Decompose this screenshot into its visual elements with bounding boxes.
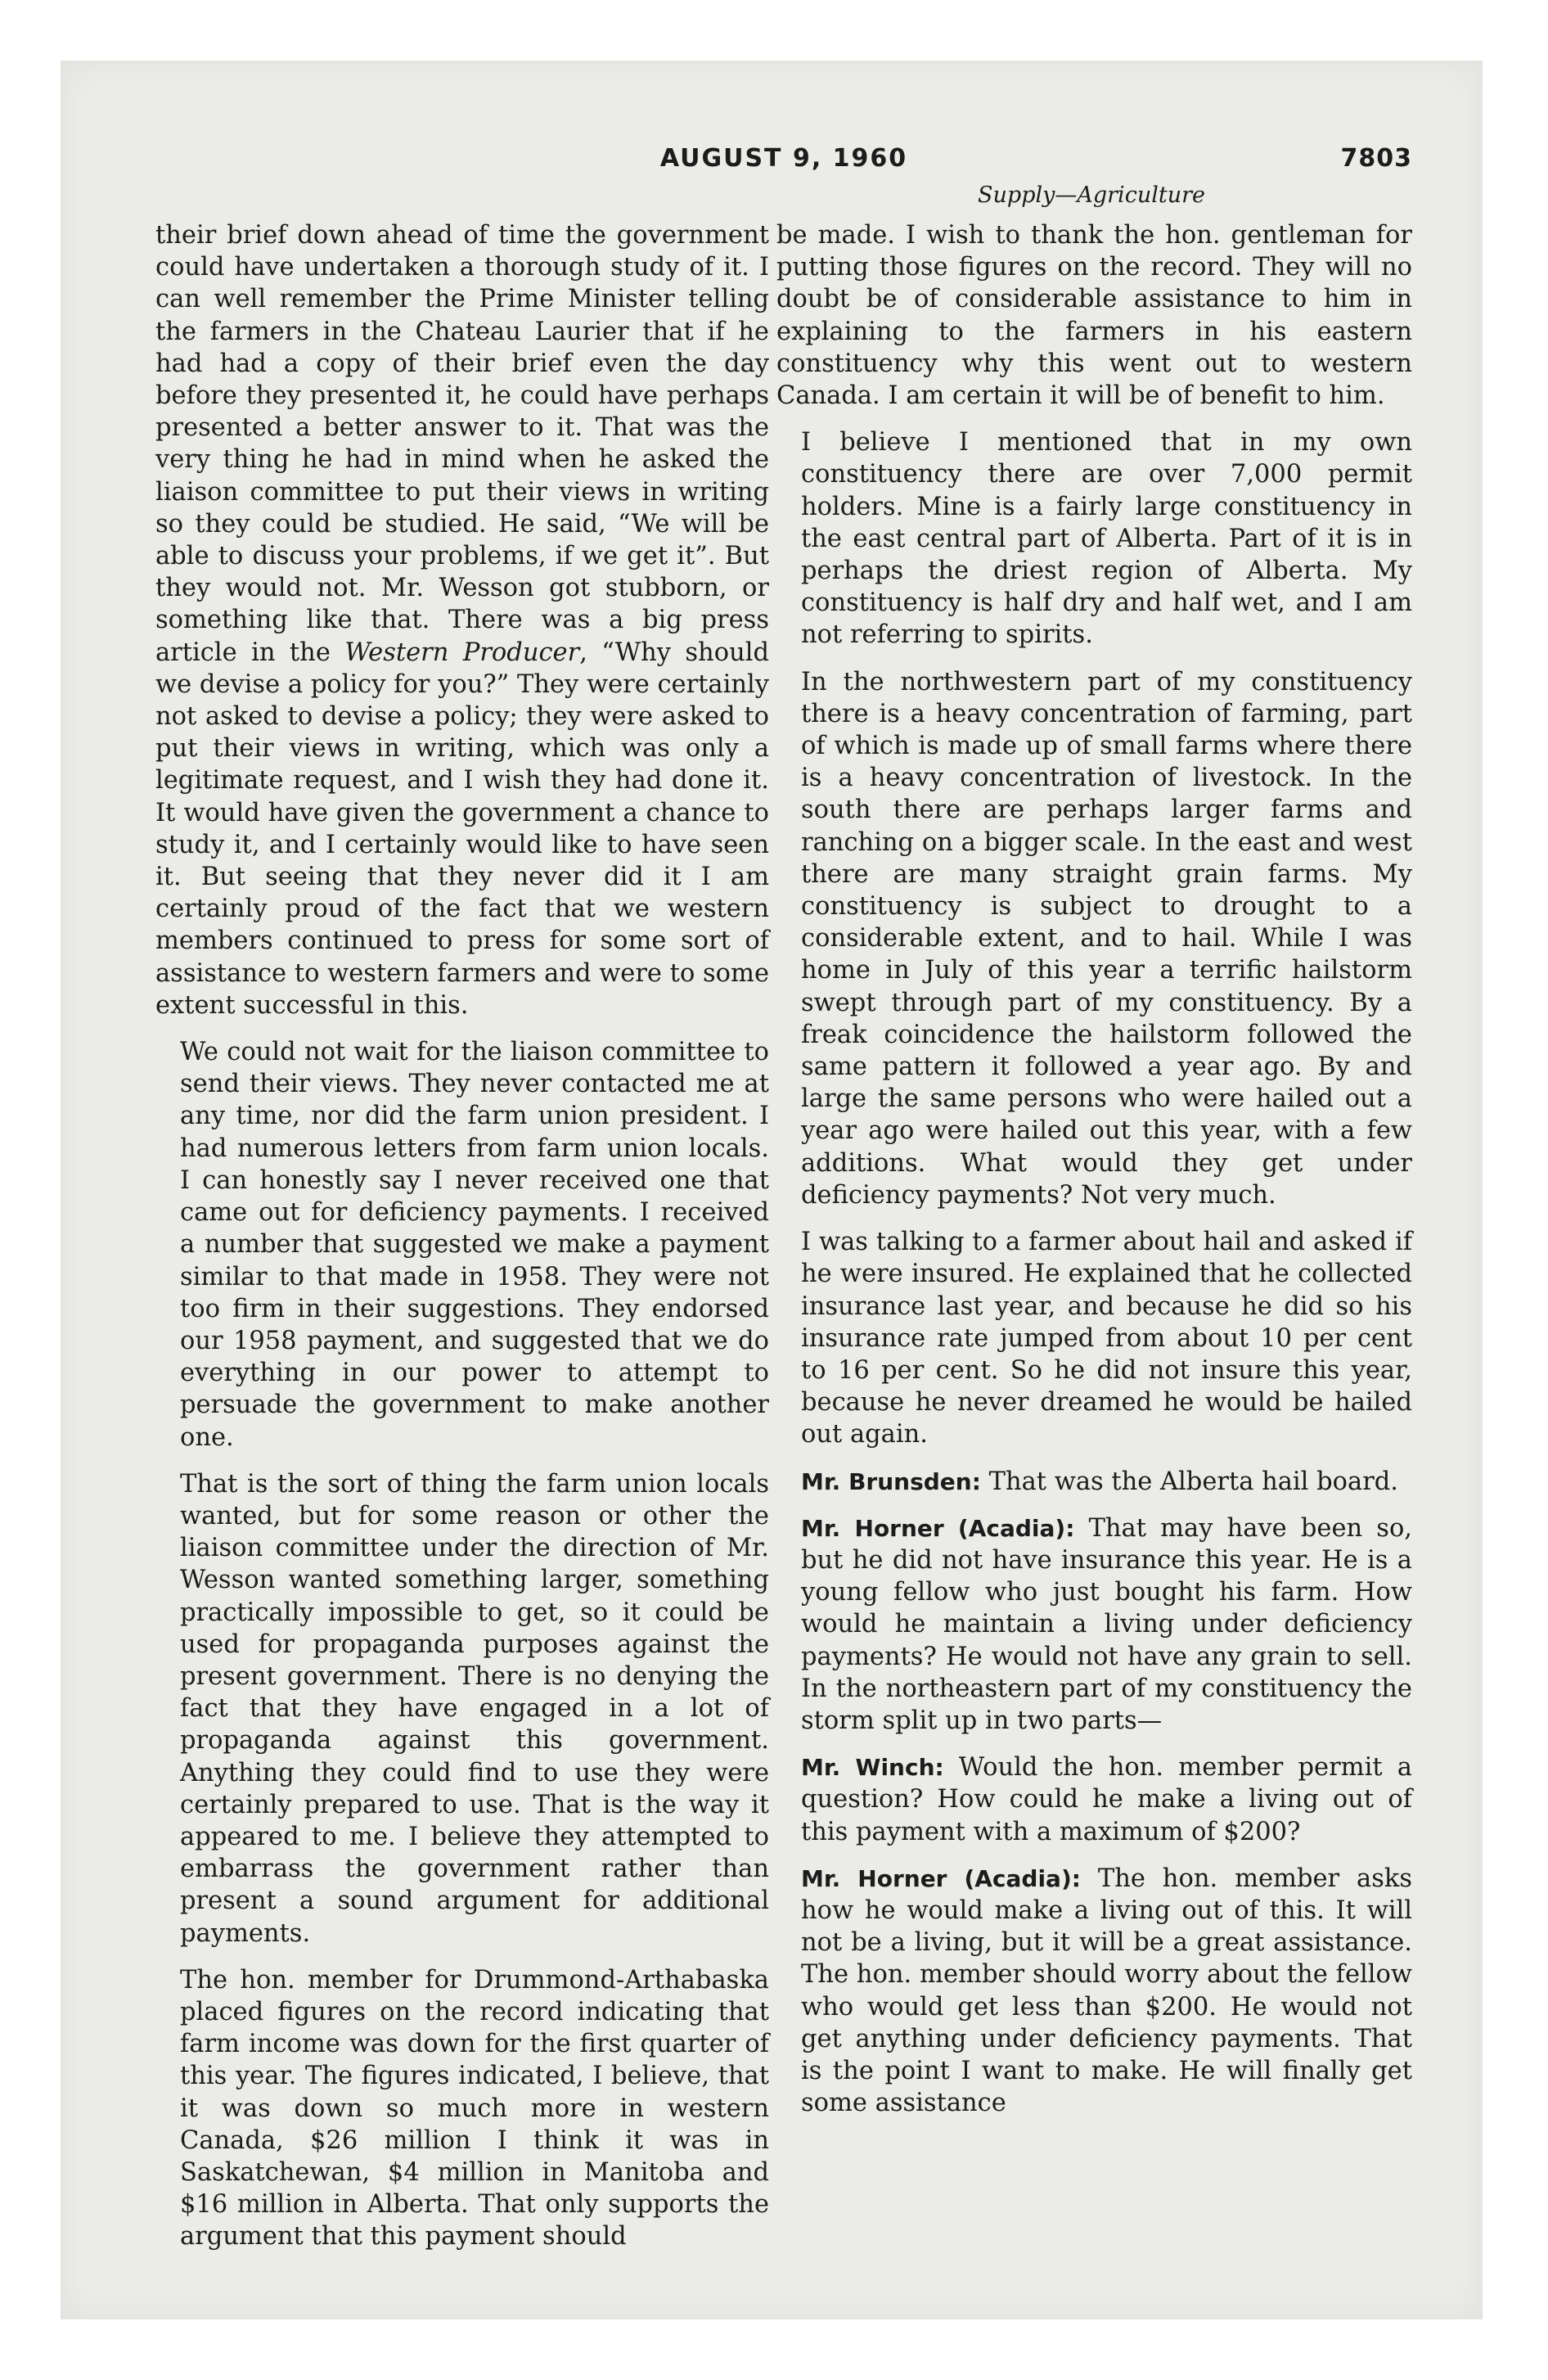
page-number: 7803 bbox=[1340, 144, 1412, 173]
paragraph: We could not wait for the liaison committee to send their views. They never contacted me at any time, nor did the farm union president. I had numerous letters from farm union locals. I can honestly say I never received one that came out for deficiency payments. I received a number that suggested we make a payment similar to that made in 1958. They were not too firm in their suggestions. They endorsed our 1958 payment, and suggested that we do everything in our power to attempt to persuade the government to make another one. bbox=[180, 1038, 769, 1452]
page-date: AUGUST 9, 1960 bbox=[659, 144, 908, 173]
hansard-page bbox=[155, 144, 1412, 2256]
speaker-name: Mr. Horner (Acadia): bbox=[801, 1514, 1075, 1542]
left-column bbox=[155, 219, 769, 2253]
paragraph: That is the sort of thing the farm union locals wanted, but for some reason or other the liaison committee under the direction of Mr. Wesson wanted something larger, something practically impossible to get, so it could be used for propaganda purposes against the present government. There is no denying the fact that they have engaged in a lot of propaganda against this government. Anything they could find to use they were certainly prepared to use. That is the way it appeared to me. I believe they attempted to embarrass the government rather than present a sound argument for additional payments. bbox=[180, 1469, 769, 1948]
paragraph: be made. I wish to thank the hon. gentleman for putting those figures on the record. They will no doubt be of considerable assistance to him in explaining to the farmers in his eastern constituency why this went out to western Canada. I am certain it will be of benefit to him. bbox=[776, 221, 1412, 411]
right-column bbox=[776, 219, 1412, 2119]
paragraph: I believe I mentioned that in my own constituency there are over 7,000 permit holders. Mine is a fairly large constituency in the east central part of Alberta. Part of it is in perhaps the driest region of Alberta. My constituency is half dry and half wet, and I am not referring to spirits. bbox=[801, 428, 1412, 650]
speaker-name: Mr. Brunsden: bbox=[801, 1467, 981, 1495]
section-title: Supply—Agriculture bbox=[978, 183, 1205, 208]
paragraph: In the northwestern part of my constituency there is a heavy concentration of farming, part of which is made up of small farms where there is a heavy concentration of livestock. In the south there are perhaps larger farms and ranching on a bigger scale. In the east and west there are many straight grain farms. My constituency is subject to drought to a considerable extent, and to hail. While I was home in July of this year a terrific hailstorm swept through part of my constituency. By a freak coincidence the hailstorm followed the same pattern it followed a year ago. By and large the same persons who were hailed out a year ago were hailed out this year, with a few additions. What would they get under deficiency payments? Not very much. bbox=[801, 667, 1412, 1210]
paragraph: I was talking to a farmer about hail and asked if he were insured. He explained that he collected insurance last year, and because he did so his insurance rate jumped from about 10 per cent to 16 per cent. So he did not insure this year, because he never dreamed he would be hailed out again. bbox=[801, 1228, 1412, 1449]
speech: Mr. Winch: Would the hon. member permit a question? How could he make a living out of this payment with a maximum of $200? bbox=[801, 1753, 1412, 1846]
publication-title: Western Producer bbox=[344, 638, 580, 667]
paragraph: The hon. member for Drummond-Arthabaska placed figures on the record indicating that farm income was down for the first quarter of this year. The figures indicated, I believe, that it was down so much more in western Canada, $26 million I think it was in Saskatchewan, $4 million in Manitoba and $16 million in Alberta. That only supports the argument that this payment should bbox=[180, 1965, 769, 2252]
speaker-name: Mr. Winch: bbox=[801, 1754, 944, 1782]
running-head bbox=[155, 144, 1412, 185]
speech: Mr. Horner (Acadia): The hon. member asks how he would make a living out of this. It will not be a living, but it will be a great assistance. The hon. member should worry about the fellow who would get less than $200. He would not get anything under deficiency payments. That is the point I want to make. He will finally get some assistance bbox=[801, 1864, 1412, 2118]
paragraph: their brief down ahead of time the government could have undertaken a thorough study of it. I can well remember the Prime Minister telling the farmers in the Chateau Laurier that if he had had a copy of their brief even the day before they presented it, he could have perhaps presented a better answer to it. That was the very thing he had in mind when he asked the liaison committee to put their views in writing so they could be studied. He said, “We will be able to discuss your problems, if we get it”. But they would not. Mr. Wesson got stubborn, or something like that. There was a big press article in the Western Producer, “Why should we devise a policy for you?” They were certainly not asked to devise a policy; they were asked to put their views in writing, which was only a legitimate request, and I wish they had done it. It would have given the government a chance to study it, and I certainly would like to have seen it. But seeing that they never did it I am certainly proud of the fact that we western members continued to press for some sort of assistance to western farmers and were to some extent successful in this. bbox=[155, 221, 769, 1020]
speaker-name: Mr. Horner (Acadia): bbox=[801, 1864, 1081, 1892]
speech: Mr. Brunsden: That was the Alberta hail board. bbox=[801, 1467, 1398, 1496]
speech: Mr. Horner (Acadia): That may have been so, but he did not have insurance this year. He is a young fellow who just bought his farm. How would he maintain a living under deficiency payments? He would not have any grain to sell. In the northeastern part of my constituency the storm split up in two parts— bbox=[801, 1513, 1412, 1735]
